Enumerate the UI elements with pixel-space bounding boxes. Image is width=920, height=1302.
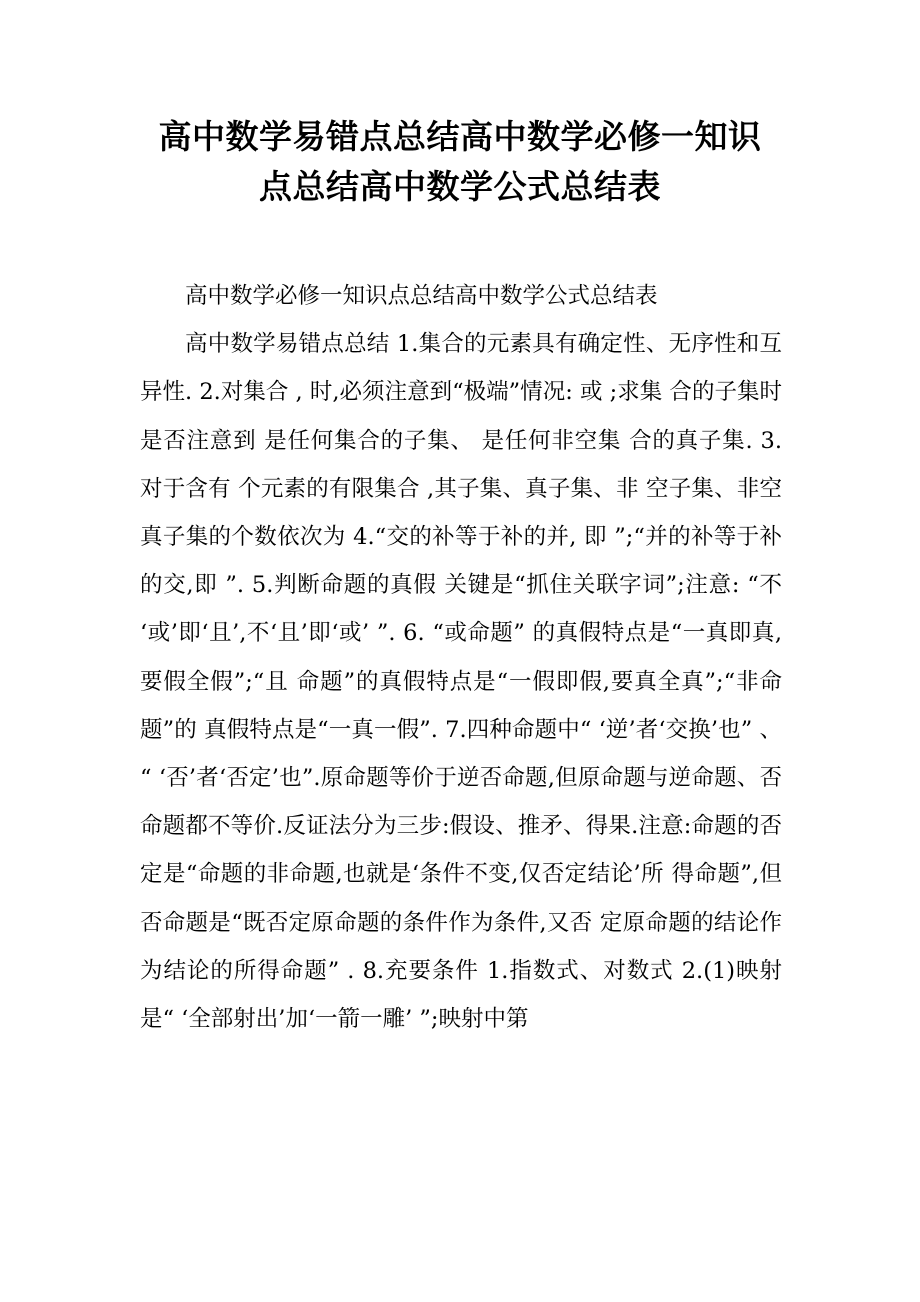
title-line-1: 高中数学易错点总结高中数学必修一知识: [158, 117, 762, 156]
document-title: [110, 112, 810, 212]
document-body: [140, 272, 782, 1043]
paragraph-subtitle: 高中数学必修一知识点总结高中数学公式总结表: [185, 283, 658, 309]
title-line-2: 点总结高中数学公式总结表: [259, 167, 661, 206]
paragraph-main: 高中数学易错点总结 1.集合的元素具有确定性、无序性和互异性. 2.对集合 , 时,必须注意到“极端”情况: 或 ;求集 合的子集时是否注意到 是任何集合的子集、 是任何非空集 合的真子集. 3.对于含有 个元素的有限集合 ,其子集、真子集、非 空子集、非空真子集的个数依次为 4.“交的补等于补的并, 即 ”;“并的补等于补的交,即 ”. 5.判断命题的真假 关键是“抓住关联字词”;注意: “不 ‘或’即‘且’,不‘且’即‘或’ ”. 6. “或命题” 的真假特点是“一真即真,要假全假”;“且 命题”的真假特点是“一假即假,要真全真”;“非命题”的 真假特点是“一真一假”. 7.四种命题中“ ‘逆’者‘交换’也” 、 “ ‘否’者‘否定’也”.原命题等价于逆否命题,但原命题与逆命题、否命题都不等价.反证法分为三步:假设、推矛、得果.注意:命题的否定是“命题的非命题,也就是‘条件不变,仅否定结论’所 得命题”,但否命题是“既否定原命题的条件作为条件,又否 定原命题的结论作为结论的所得命题” . 8.充要条件 1.指数式、对数式 2.(1)映射是“ ‘全部射出’加‘一箭一雕’ ”;映射中第: [140, 331, 782, 1033]
